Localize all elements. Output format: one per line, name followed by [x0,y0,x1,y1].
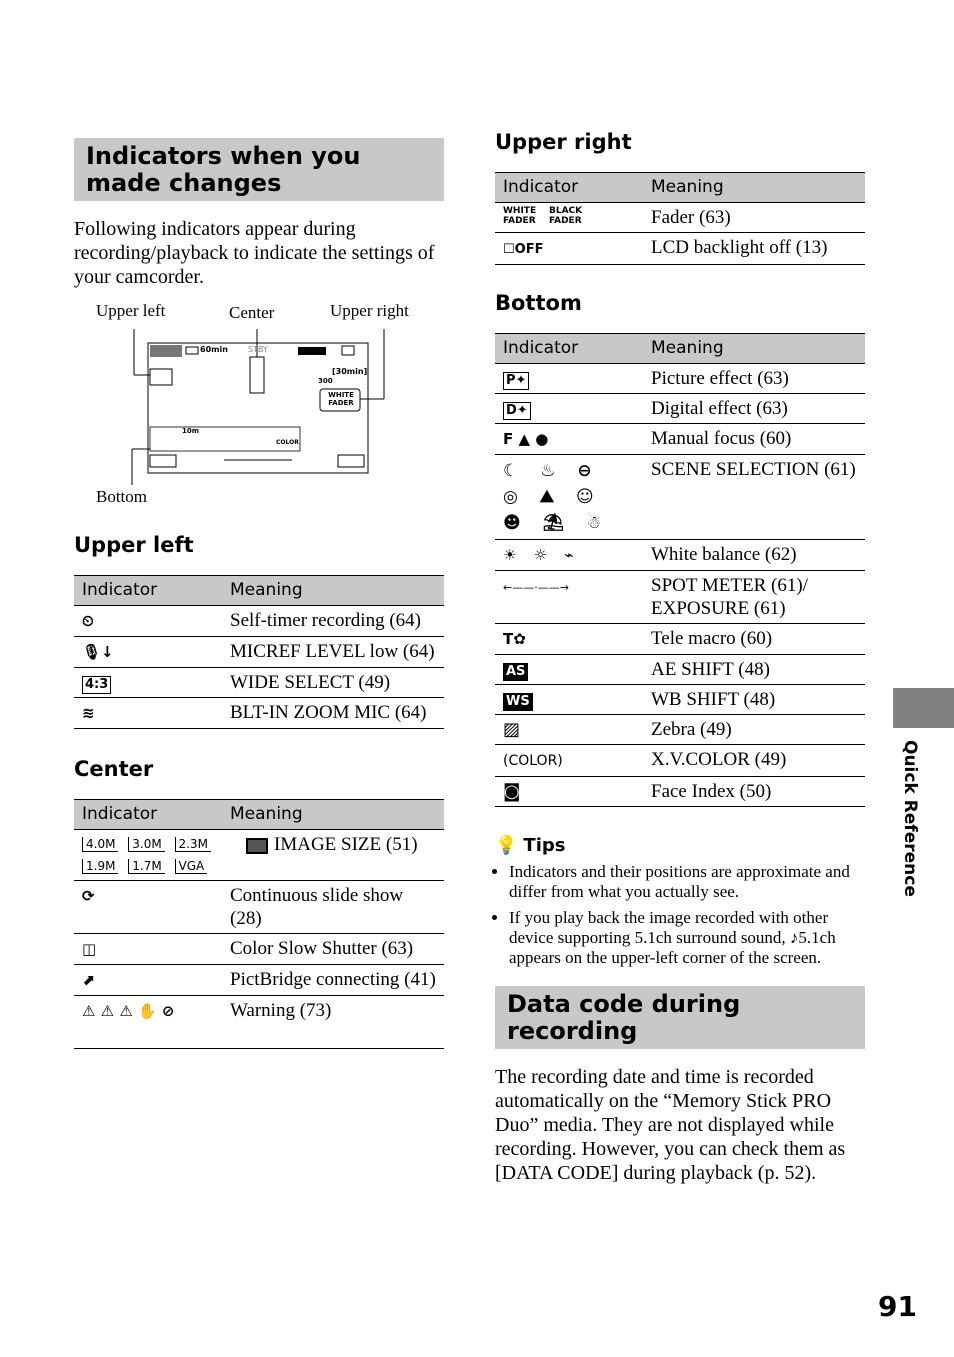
right-column [495,130,865,1185]
upper-right-table [495,172,865,265]
table-row [495,233,865,265]
meaning-cell: Continuous slide show (28) [222,881,444,934]
picture-effect-icon: P✦ [503,372,529,390]
diagram-label-center: Center [229,303,275,322]
diagram-remaining: [30min] [332,367,368,376]
image-size-icons [82,833,232,877]
spot-meter-icon: ←——·——→ [503,581,569,594]
meaning-cell: WB SHIFT (48) [643,685,865,715]
side-tab [893,688,954,728]
bottom-title: Bottom [495,291,582,315]
indicator-diagram [74,299,444,519]
list-item: • If you play back the image recorded with other device supporting 5.1ch surround sound, ♪5.1ch appears on the upper-left corner of the screen. [509,908,865,968]
wide-select-icon: 4:3 [82,676,111,694]
meaning-cell: BLT-IN ZOOM MIC (64) [222,698,444,729]
col-indicator: Indicator [495,173,643,203]
col-meaning: Meaning [643,173,865,203]
warning-icon: ⚠ ⚠ ⚠ ✋ ⊘ [82,1002,175,1020]
meaning-cell: MICREF LEVEL low (64) [222,637,444,668]
meaning-cell: Manual focus (60) [643,424,865,455]
diagram-color: COLOR [276,439,299,446]
meaning-cell: White balance (62) [643,540,865,571]
table-row [495,624,865,655]
size-1-7m-icon: 1.7M [128,859,164,874]
size-4m-icon: 4.0M [82,837,118,852]
upper-left-table [74,575,444,729]
micref-low-icon: 🎙↓ [82,643,114,661]
table-row [495,777,865,807]
size-2m-icon: 2.3M [175,837,211,852]
meaning-cell: Warning (73) [222,996,444,1049]
meaning-cell: WIDE SELECT (49) [222,668,444,698]
col-indicator: Indicator [74,800,222,830]
pictbridge-icon: ⬈ [82,971,95,989]
diagram-10m: 10m [182,427,200,435]
table-row [495,424,865,455]
meaning-cell: Picture effect (63) [643,364,865,394]
table-row [495,655,865,685]
meaning-cell: SPOT METER (61)/ EXPOSURE (61) [643,571,865,624]
meaning-cell: LCD backlight off (13) [643,233,865,265]
diagram-battery: 60min [200,345,228,354]
table-row [495,394,865,424]
table-row [495,571,865,624]
slide-show-icon: ⟳ [82,887,95,905]
bottom-table [495,333,865,807]
col-meaning: Meaning [222,576,444,606]
table-row [74,637,444,668]
meaning-cell: Digital effect (63) [643,394,865,424]
white-fader-icon: WHITE FADER [503,206,537,226]
zebra-icon: ▨ [503,719,521,740]
upper-left-title: Upper left [74,533,194,557]
wb-shift-icon: WS [503,693,533,711]
color-slow-shutter-icon: ◫ [82,940,97,958]
digital-effect-icon: D✦ [503,402,531,420]
table-row [495,715,865,745]
upper-right-title: Upper right [495,130,632,154]
meaning-cell: PictBridge connecting (41) [222,965,444,996]
diagram-fader: WHITE FADER [328,391,354,407]
table-row [74,934,444,965]
side-tab-text: Quick Reference [900,740,920,897]
table-row [74,830,444,881]
meaning-cell: Fader (63) [643,203,865,233]
lightbulb-icon: 💡 [495,835,518,856]
diagram-stby: STBY [248,345,268,354]
diagram-count: 300 [318,377,333,385]
table-row [495,540,865,571]
meaning-cell: Face Index (50) [643,777,865,807]
diagram-label-upper-right: Upper right [330,301,409,320]
center-title: Center [74,757,154,781]
table-row [495,685,865,715]
diagram-screen-drawing [74,299,444,519]
table-row [74,965,444,996]
table-row [74,996,444,1049]
center-table [74,799,444,1049]
table-row [495,364,865,394]
tips-title: Tips [523,835,566,856]
meaning-cell: X.V.COLOR (49) [643,745,865,777]
meaning-cell: Self-timer recording (64) [222,606,444,637]
left-column [74,138,444,1049]
section-heading-indicators: Indicators when you made changes [74,138,444,201]
diagram-label-bottom: Bottom [96,487,148,506]
diagram-label-upper-left: Upper left [96,301,166,320]
ae-shift-icon: AS [503,663,528,681]
col-meaning: Meaning [643,334,865,364]
scene-selection-icon: ☾ ♨ ⊖ ◎ ⛰ ☺ ☻ ⛱ ☃ [503,461,610,533]
page-number: 91 [878,1290,917,1323]
xv-color-icon: (COLOR) [503,753,563,769]
meaning-cell: AE SHIFT (48) [643,655,865,685]
white-balance-icon: ☀ ☼ ⌁ [503,546,580,564]
table-row [74,698,444,729]
col-indicator: Indicator [495,334,643,364]
zoom-mic-icon: ≋ [82,704,95,722]
meaning-cell: Color Slow Shutter (63) [222,934,444,965]
side-tab-label [896,740,920,897]
meaning-cell: Zebra (49) [643,715,865,745]
table-row [74,606,444,637]
lcd-backlight-off-icon: ☐OFF [503,242,544,257]
table-row [495,203,865,233]
self-timer-icon: ⏲ [82,612,94,630]
section-heading-data-code: Data code during recording [495,986,865,1049]
size-3m-icon: 3.0M [128,837,164,852]
face-index-icon: ◙ [503,781,521,802]
size-vga-icon: VGA [175,859,208,874]
table-row [495,455,865,540]
col-meaning: Meaning [222,800,444,830]
table-row [74,668,444,698]
tele-macro-icon: T✿ [503,630,526,648]
meaning-cell: Tele macro (60) [643,624,865,655]
size-1-9m-icon: 1.9M [82,859,118,874]
manual-focus-icon: F ▲ ● [503,430,549,448]
intro-paragraph: Following indicators appear during recording/playback to indicate the settings of your camcorder. [74,218,435,288]
table-row [495,745,865,777]
meaning-cell: SCENE SELECTION (61) [643,455,865,540]
list-item: • Indicators and their positions are approximate and differ from what you actually see. [509,862,865,902]
tips-list [495,862,865,968]
black-fader-icon: BLACK FADER [549,206,583,226]
col-indicator: Indicator [74,576,222,606]
data-code-paragraph: The recording date and time is recorded automatically on the “Memory Stick PRO Duo” media. They are not displayed while recording. However, you can check them as [DATA CODE] during playback (p. 52). [495,1066,846,1184]
tips-block [495,835,865,968]
table-row [74,881,444,934]
meaning-cell: IMAGE SIZE (51) [274,834,418,855]
image-size-icon [246,838,268,854]
